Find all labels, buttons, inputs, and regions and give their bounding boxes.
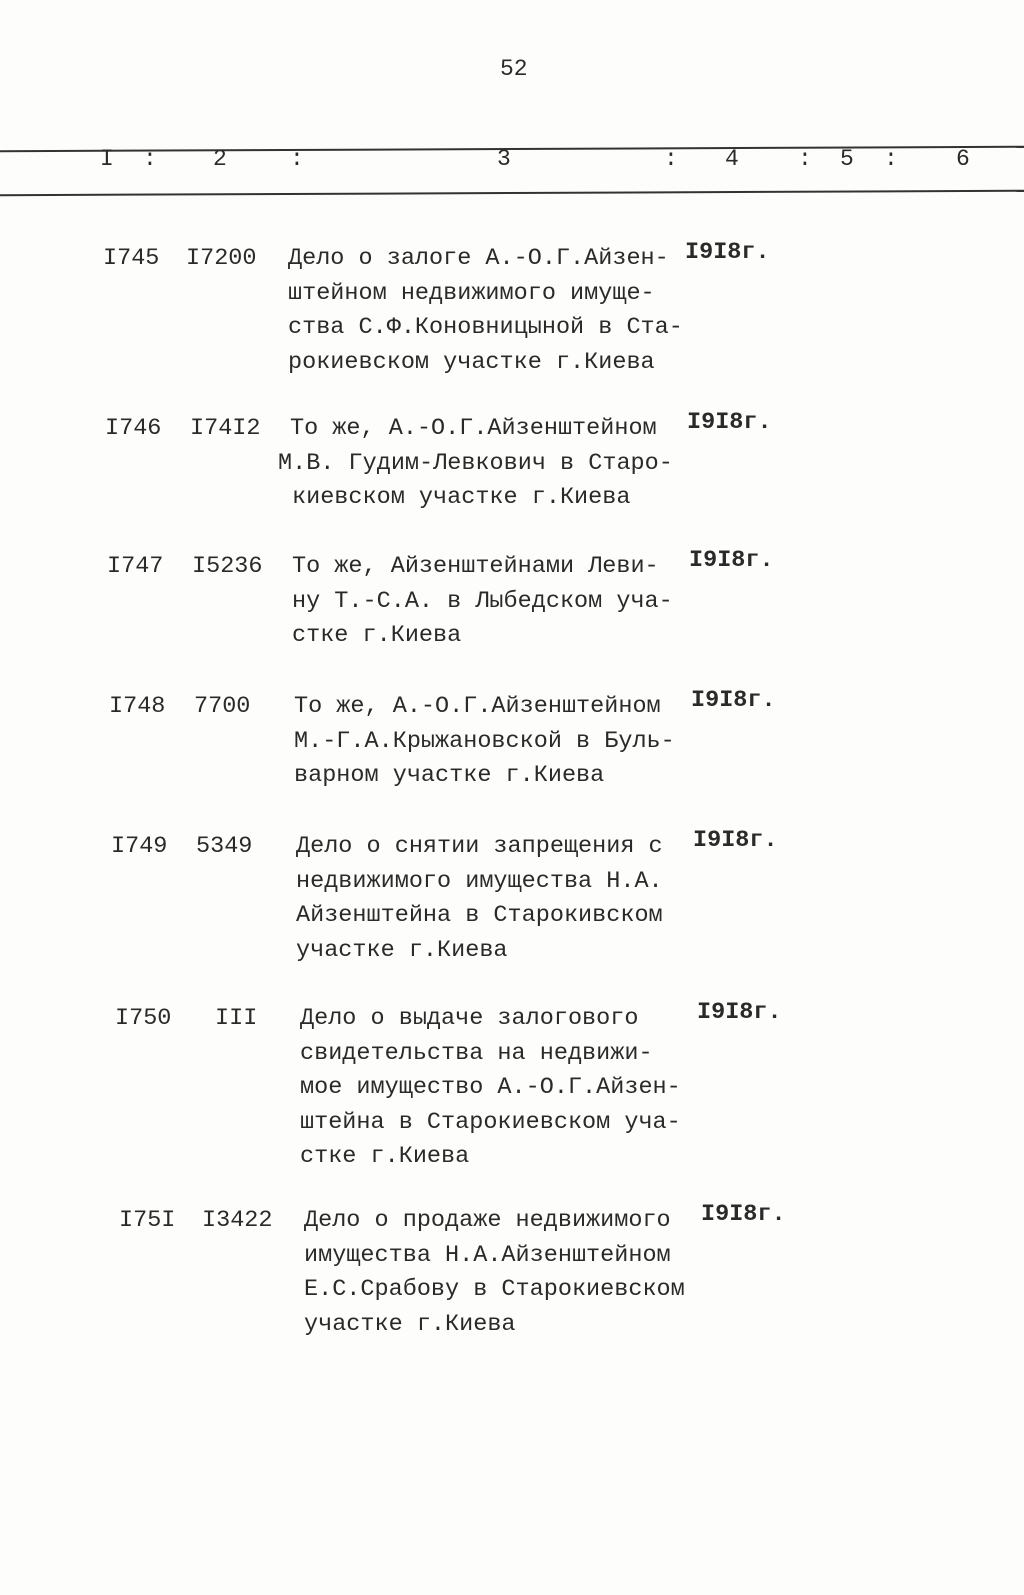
description-line: стке г.Киева [300, 1143, 470, 1170]
description-line: М.-Г.А.Крыжановской в Буль- [294, 727, 675, 755]
column-separator: : [798, 146, 812, 172]
entry-year: I9I8г. [685, 239, 770, 266]
description-line: штейном недвижимого имуще- [288, 279, 655, 307]
file-number: 7700 [194, 693, 251, 720]
column-separator: : [290, 146, 304, 172]
entry-year: I9I8г. [701, 1201, 786, 1228]
column-separator: : [143, 146, 157, 172]
entry-year: I9I8г. [697, 999, 782, 1026]
column-header-1: I [100, 146, 114, 172]
column-header-6: 6 [956, 146, 970, 172]
entry-year: I9I8г. [691, 687, 776, 714]
entry-year: I9I8г. [687, 409, 772, 436]
entry-number: I750 [115, 1005, 172, 1032]
entry-number: I745 [103, 245, 160, 272]
description-line: М.В. Гудим-Левкович в Старо- [278, 449, 673, 477]
description-line: Дело о выдаче залогового [300, 1005, 639, 1032]
file-number: I7200 [186, 245, 257, 272]
description-line: То же, А.-О.Г.Айзенштейном [294, 693, 661, 720]
file-number: 5349 [196, 833, 253, 860]
description-line: участке г.Киева [304, 1310, 516, 1338]
description-line: недвижимого имущества Н.А. [296, 867, 663, 895]
description-line: имущества Н.А.Айзенштейном [304, 1241, 671, 1269]
description-line: Е.С.Срабову в Старокиевском [304, 1276, 685, 1303]
description-line: ства С.Ф.Коновницыной в Ста- [288, 314, 683, 341]
entry-description [288, 242, 708, 380]
description-line: ну Т.-С.А. в Лыбедском уча- [292, 587, 673, 615]
column-header-5: 5 [840, 146, 854, 172]
entry-number: I749 [111, 833, 168, 860]
entry-year: I9I8г. [689, 547, 774, 574]
file-number: I74I2 [190, 415, 261, 442]
column-header-4: 4 [725, 146, 739, 172]
description-line: киевском участке г.Киева [292, 484, 631, 511]
description-line: участке г.Киева [296, 936, 508, 964]
entry-description [278, 412, 710, 516]
entry-description [296, 830, 716, 968]
file-number: III [215, 1005, 258, 1032]
page-number: 52 [500, 56, 528, 82]
entry-description [304, 1204, 724, 1342]
description-line: То же, Айзенштейнами Леви- [292, 553, 659, 580]
entry-description [292, 550, 712, 654]
entry-year: I9I8г. [693, 827, 778, 854]
description-line: стке г.Киева [292, 622, 462, 649]
description-line: рокиевском участке г.Киева [288, 348, 655, 376]
description-line: мое имущество А.-О.Г.Айзен- [300, 1074, 681, 1101]
entry-number: I747 [107, 553, 164, 580]
entry-number: I748 [109, 693, 166, 720]
description-line: штейна в Старокиевском уча- [300, 1108, 681, 1136]
description-line: свидетельства на недвижи- [300, 1039, 653, 1067]
entry-number: I746 [105, 415, 162, 442]
description-line: Дело о снятии запрещения с [296, 833, 663, 860]
file-number: I3422 [202, 1207, 273, 1234]
entry-description [294, 690, 714, 794]
column-separator: : [884, 146, 898, 172]
entry-description [300, 1002, 720, 1175]
column-header-2: 2 [213, 146, 227, 172]
description-line: варном участке г.Киева [294, 762, 605, 789]
description-line: Айзенштейна в Старокивском [296, 902, 663, 929]
description-line: Дело о залоге А.-О.Г.Айзен- [288, 245, 669, 272]
entry-number: I75I [119, 1207, 176, 1234]
column-separator: : [664, 146, 678, 172]
description-line: То же, А.-О.Г.Айзенштейном [290, 415, 657, 442]
header-bottom-rule [0, 190, 1024, 196]
column-header-3: 3 [497, 146, 511, 172]
description-line: Дело о продаже недвижимого [304, 1207, 671, 1234]
file-number: I5236 [192, 553, 263, 580]
